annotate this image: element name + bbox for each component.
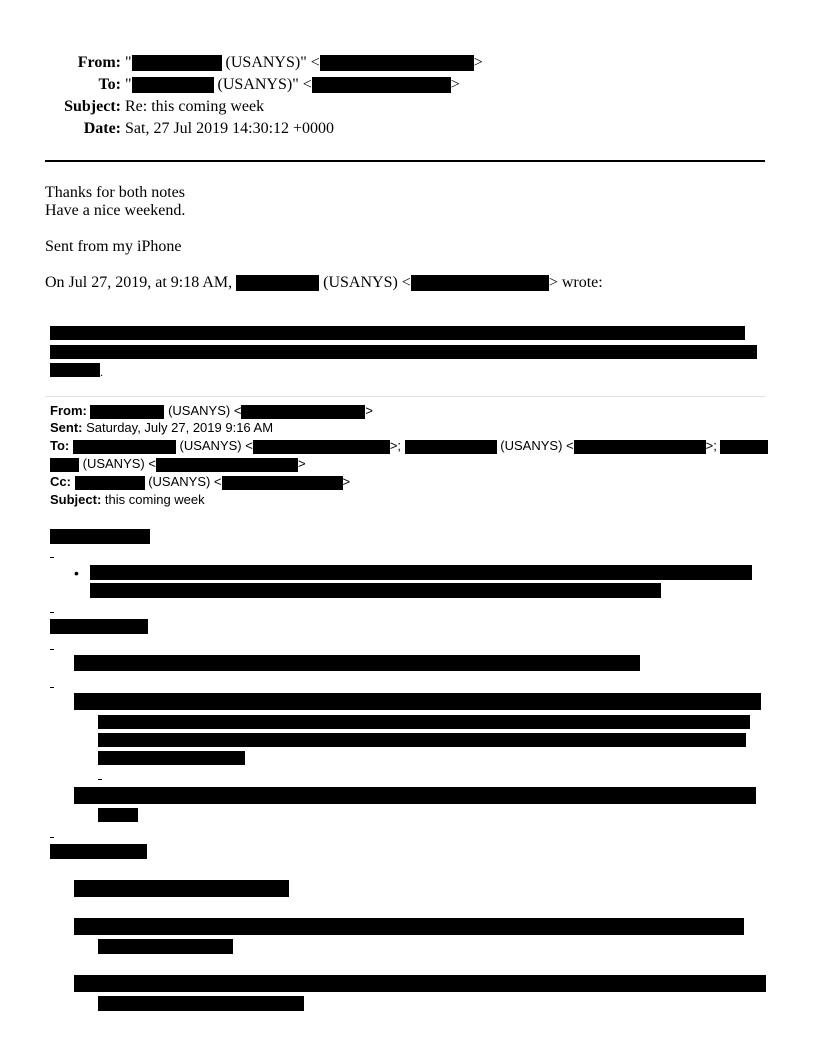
- header-from: From: " (USANYS)" < >: [0, 54, 483, 72]
- quoted-cc: Cc: (USANYS) < >: [50, 474, 351, 489]
- from-label: From:: [77, 54, 121, 71]
- redaction: [253, 440, 390, 454]
- redaction: [50, 529, 150, 544]
- to-label: To:: [98, 76, 121, 93]
- redaction: [74, 787, 756, 804]
- redaction: [411, 275, 549, 291]
- redaction: [74, 655, 640, 671]
- body-line-2: Have a nice weekend.: [45, 202, 186, 219]
- redaction: [90, 583, 661, 598]
- quoted-to: To: (USANYS) < >; (USANYS) < >;: [50, 437, 768, 454]
- redaction: [574, 440, 706, 454]
- subject-value: Re: this coming week: [125, 98, 265, 115]
- redaction: [720, 440, 768, 454]
- dash: [50, 612, 54, 613]
- quoted-from: From: (USANYS) < >: [50, 403, 374, 418]
- redaction: [75, 476, 145, 490]
- redaction: [50, 844, 147, 859]
- quoted-sent: Sent: Saturday, July 27, 2019 9:16 AM: [50, 420, 274, 435]
- signature: Sent from my iPhone: [45, 238, 182, 255]
- redaction: [50, 363, 100, 377]
- redaction: [74, 693, 761, 710]
- redaction: [98, 733, 746, 747]
- dash: [50, 557, 54, 558]
- dash: [50, 837, 54, 838]
- subject-label: Subject:: [64, 98, 121, 115]
- redaction: [98, 996, 304, 1011]
- redaction: [241, 405, 365, 419]
- redaction: [236, 275, 319, 291]
- bullet: •: [74, 565, 79, 581]
- redaction: [132, 77, 214, 93]
- dash: [98, 779, 102, 780]
- redaction: [312, 77, 451, 93]
- header-divider: [45, 160, 765, 162]
- redaction: [50, 458, 79, 472]
- redaction: [405, 440, 497, 454]
- redaction: [98, 808, 138, 822]
- redaction: [90, 565, 752, 580]
- quote-intro: On Jul 27, 2019, at 9:18 AM, (USANYS) < > wrote:: [45, 274, 603, 291]
- header-to: To: " (USANYS)" < >: [0, 76, 460, 94]
- date-label: Date:: [83, 120, 121, 137]
- dash: [50, 649, 54, 650]
- redaction: [98, 751, 245, 765]
- redaction: [156, 458, 298, 472]
- period: .: [100, 365, 103, 379]
- redaction: [98, 939, 233, 954]
- header-subject: [0, 98, 264, 116]
- quote-divider: [45, 396, 765, 397]
- quoted-to-cont: (USANYS) < >: [50, 455, 306, 472]
- date-value: Sat, 27 Jul 2019 14:30:12 +0000: [125, 120, 335, 137]
- redaction: [50, 345, 757, 359]
- redaction: [222, 476, 343, 490]
- redaction: [90, 405, 164, 419]
- redaction: [50, 619, 148, 634]
- body-line-1: Thanks for both notes: [45, 184, 185, 201]
- header-date: [0, 120, 334, 138]
- quoted-subject: Subject: this coming week: [50, 492, 205, 507]
- redaction: [50, 326, 745, 340]
- dash: [50, 687, 54, 688]
- redaction: [74, 918, 744, 935]
- redaction: [320, 55, 474, 71]
- redaction: [98, 715, 750, 729]
- redaction: [73, 440, 176, 454]
- redaction: [74, 880, 289, 897]
- redaction: [132, 55, 222, 71]
- redaction: [74, 975, 766, 992]
